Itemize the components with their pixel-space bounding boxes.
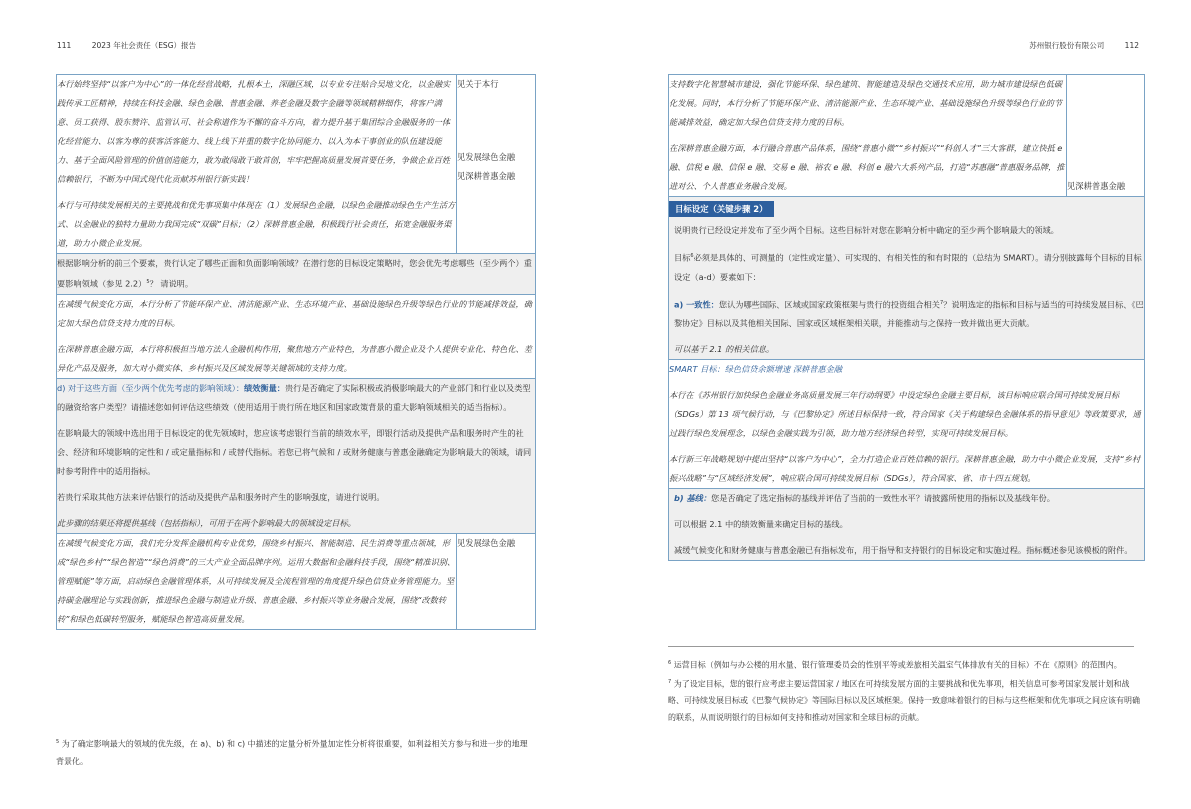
page-number-right: 112 — [1124, 41, 1139, 50]
reference-cell-2 — [457, 533, 536, 629]
performance-question-cell — [57, 378, 536, 533]
smart-target-cell — [669, 360, 1145, 489]
impact-question-text — [57, 254, 535, 294]
item-a-text-1: 您认为哪些国际、区域或国家政策框架与贵行的投资组合相关 — [718, 299, 940, 310]
left-column — [56, 74, 535, 630]
performance-question-row — [57, 378, 536, 533]
footnote-5-number: 5 — [56, 739, 60, 745]
ref-about-bank: 见关于本行 — [457, 79, 499, 89]
reference-cell-3 — [1067, 75, 1145, 197]
footnote-divider — [668, 646, 1134, 647]
impact-question-main: 根据影响分析的前三个要素，贵行认定了哪些正面和负面影响领域？在潜行您的目标设定策略时，您会优先考虑哪些（至少两个）重要影响领域（参见 2.2） — [57, 258, 532, 289]
right-column — [668, 74, 1144, 561]
bank-overview-row — [57, 75, 536, 254]
impact-answer-row — [57, 294, 536, 378]
bank-overview-cell — [57, 75, 457, 254]
inclusive-target-text: 本行新三年战略规划中提出坚持“以客户为中心”，全力打造企业百姓信赖的银行。深耕普惠金融，助力中小微企业发展，支持“乡村振兴战略”与“区域经济发展”，响应联合国可持续发展目标（SDGs），符合国家、省、市十四五规划。 — [669, 454, 1141, 484]
baseline-row — [669, 489, 1145, 561]
right-table — [668, 74, 1145, 561]
footnote-7-text: 为了设定目标，您的银行应考虑主要运营国家 / 地区在可持续发展方面的主要挑战和优先事项，相关信息可参考国家发展计划和战略、可持续发展目标或《巴黎气候协定》等国际目标以及区域框架。保持一致意味着银行的目标与这些框架和优先事项之间应该有明确的联系，从而说明银行的目标如何支持和推动对国家和全球目标的贡献。 — [668, 679, 1140, 723]
impact-question-end: ？ 请说明。 — [149, 278, 194, 289]
ref-inclusive-finance: 见深耕普惠金融 — [457, 171, 516, 181]
green-target-text: 本行在《苏州银行加快绿色金融业务高质量发展三年行动纲要》中设定绿色金融主要目标，该目标响应联合国可持续发展目标（SDGs）第 13 项气候行动，与《巴黎协定》所述目标保持一致，符合国家《关于构建绿色金融体系的指导意见》等政策要求，通过践行绿色发展理念，以绿色金融实践为引领，助力地方经济绿色转型，实现可持续发展目标。 — [669, 390, 1141, 439]
item-d-key: 绩效衡量： — [244, 382, 285, 393]
smart-definition-text — [669, 247, 1144, 287]
continued-answer-cell — [669, 75, 1067, 197]
bank-overview-text: 本行始终坚持“以客户为中心”的一体化经营战略，扎根本土，深融区域，以专业专注贴合吴地文化，以金融实践传承工匠精神，持续在科技金融、绿色金融、普惠金融、养老金融及数字金融等领域精耕细作，将客户满意、员工获得、股东赞许、监管认可、社会称道作为不懈的奋斗方向，着力提升基于集团综合金融服务的一体化经营能力、以客为尊的获客活客能力、线上线下并重的数字化协同能力、以入为本干事创业的队伍建设能力、基于全面风险管理的价值创造能力，敢为敢闯敢干敢首创，牢牢把握高质量发展首要任务，争做企业百姓信赖银行，不断为中国式现代化贡献苏州银行新实践！ — [57, 79, 451, 184]
item-b-text: 您是否确定了选定指标的基线并评估了当前的一致性水平？请披露所使用的指标以及基线年份。 — [711, 493, 1055, 504]
footnote-5-text: 为了确定影响最大的领域的优先级，在 a)、b) 和 c) 中描述的定量分析外量加定性分析将很重要，如利益相关方参与和进一步的地理背景化。 — [56, 739, 528, 766]
item-b-label: b) 基线： — [674, 493, 712, 504]
footnote-ref-7: 7 — [939, 299, 944, 306]
performance-answer-text: 在减缓气候变化方面，我们充分发挥金融机构专业优势，围绕乡村振兴、智能制造、民生消费等重点领域，形成“绿色乡村”“绿色智造”“绿色消费”的三大产业全面品牌序列。运用大数据和金融科技手段，围绕“精准识别、管理赋能”等方面，启动绿色金融管理体系，从可持续发展及全流程管理的角度提升绿色信贷业务管理能力。坚持碳金融理论与实践创新，推进绿色金融与制造业升级、普惠金融、乡村振兴等业务融合发展，围绕“改数转转”和绿色低碳转型服务，赋能绿色智造高质量发展。 — [57, 537, 456, 624]
smart-target-title: SMART 目标：绿色信贷余额增速 深耕普惠金融 — [669, 364, 842, 375]
footnote-7 — [668, 674, 1144, 727]
impact-question-cell — [57, 254, 536, 295]
target-setting-row — [669, 197, 1145, 360]
reference-cell — [457, 75, 536, 254]
left-table — [56, 74, 536, 630]
smart-city-text: 支持数字化智慧城市建设，强化节能环保、绿色建筑、智能建造及绿色交通技术应用，助力城市建设绿色低碳化发展。同时，本行分析了节能环保产业、清洁能源产业、生态环境产业、基础设施绿色升级等绿色行业的节能减排效益，确定加大绿色信贷支持力度的目标。 — [669, 79, 1063, 127]
item-d-label: d) 对于这些方面（至少两个优先考虑的影响领域）： — [57, 382, 245, 393]
page-number-left: 111 — [57, 41, 72, 50]
baseline-indicator-text: 减缓气候变化和财务健康与普惠金融已有指标发布，用于指导和支持银行的目标设定和实施过程。指标概述参见该模板的附件。 — [674, 545, 1133, 556]
footnotes-right — [668, 655, 1144, 726]
climate-answer-text: 在减缓气候变化方面，本行分析了节能环保产业、清洁能源产业、生态环境产业、基础设施绿色升级等绿色行业的节能减排效益，确定加大绿色信贷支持力度的目标。 — [57, 298, 532, 328]
ref-green-finance-2: 见发展绿色金融 — [457, 537, 516, 548]
page-header-right — [1029, 40, 1139, 51]
ref-inclusive-finance-2: 见深耕普惠金融 — [1067, 181, 1126, 191]
inclusive-products-text: 在深耕普惠金融方面，本行融合普惠产品体系，围绕“普惠小微”“乡村振兴”“科创人才”三大客群，建立快抵 e 融、信税 e 融、信保 e 融、交易 e 融、裕农 e 融、科创 e 融六大系列产品，打造“苏惠融”普惠服务品牌，推进对公、个人普惠业务融合发展。 — [669, 143, 1065, 191]
report-title: 2023 年社会责任（ESG）报告 — [91, 41, 197, 50]
alignment-question-text — [669, 294, 1144, 334]
inclusive-answer-text: 在深耕普惠金融方面，本行将积极担当地方法人金融机构作用，聚焦地方产业特色，为普惠小微企业及个人提供专业化、特色化、差异化产品及服务，加大对小微实体、乡村振兴及区域发展等关键领域的支持力度。 — [57, 343, 532, 373]
baseline-question-text — [669, 489, 1144, 508]
priorities-text: 本行与可持续发展相关的主要挑战和优先事项集中体现在（1）发展绿色金融，以绿色金融推动绿色生产生活方式、以金融业的独特力量助力我国完成“双碳”目标；（2）深耕普惠金融，积极践行社会责任，拓宽金融服务渠道，助力小微企业发展。 — [57, 200, 456, 248]
baseline-note-text: 此步骤的结果还将提供基线（包括指标），可用于在两个影响最大的领域设定目标。 — [57, 517, 356, 528]
ref-green-finance: 见发展绿色金融 — [457, 152, 516, 162]
baseline-method-text: 可以根据 2.1 中的绩效衡量来确定目标的基线。 — [674, 519, 848, 530]
footnote-6-number: 6 — [668, 660, 672, 666]
smart-def-rest: 必须是具体的、可测量的（定性或定量）、可实现的、有相关性的和有时限的（总结为 SMART）。请分别披露每个目标的目标设定（a-d）要素如下： — [674, 252, 1142, 282]
performance-answer-row — [57, 533, 536, 629]
smart-target-row — [669, 360, 1145, 489]
footnote-5 — [56, 734, 535, 770]
footnote-ref-5: 5 — [146, 279, 150, 285]
item-a-text-2: ？说明选定的指标和目标与适当的可持续发展目标、《巴黎协定》目标以及其他相关国际、国家或区域框架相关联，并能推动与之保持一致并做出更大贡献。 — [674, 299, 1144, 329]
company-name: 苏州银行股份有限公司 — [1029, 41, 1105, 50]
page-header-left — [57, 40, 196, 51]
footnote-ref-6: 6 — [690, 253, 694, 259]
footnote-6 — [668, 655, 1144, 674]
performance-guidance-text: 在影响最大的领域中选出用于目标设定的优先领域时，您应该考虑银行当前的绩效水平，即银行活动及提供产品和服务时产生的社会、经济和环境影响的定性和 / 或定量指标和 / 或替代指标。若您已将气候和 / 或财务健康与普惠金融确定为影响最大的领域，请同时参考附件中的适用指标。 — [57, 427, 532, 476]
other-methods-text: 若贵行采取其他方法来评估银行的活动及提供产品和服务时产生的影响强度，请进行说明。 — [57, 491, 385, 502]
target-setting-intro: 说明贵行已经设定并发布了至少两个目标。这些目标针对您在影响分析中确定的至少两个影响最大的领域。 — [674, 225, 1059, 235]
item-a-label: a) 一致性： — [674, 299, 719, 310]
item-d-text: 贵行是否确定了实际积极或消极影响最大的产业部门和行业以及类型的融资给客户类型？请描述您如何评估这些绩效（使用适用于贵行所在地区和国家政策背景的重大影响领域相关的适当指标）。 — [57, 382, 531, 412]
smart-def-start: 目标 — [674, 252, 691, 263]
target-setting-cell — [669, 197, 1145, 360]
alignment-reference-text: 可以基于 2.1 的相关信息。 — [674, 344, 775, 355]
continued-answer-row — [669, 75, 1145, 197]
impact-question-row — [57, 254, 536, 295]
footnote-6-text: 运营目标（例如与办公楼的用水量、银行管理委员会的性别平等或差旅相关温室气体排放有关的目标）不在《原则》的范围内。 — [673, 660, 1122, 670]
target-setting-title: 目标设定（关键步骤 2） — [669, 201, 774, 217]
baseline-cell — [669, 489, 1145, 561]
impact-answer-cell — [57, 294, 536, 378]
performance-question-text — [57, 379, 535, 417]
footnote-7-number: 7 — [668, 678, 672, 685]
performance-answer-cell — [57, 533, 457, 629]
